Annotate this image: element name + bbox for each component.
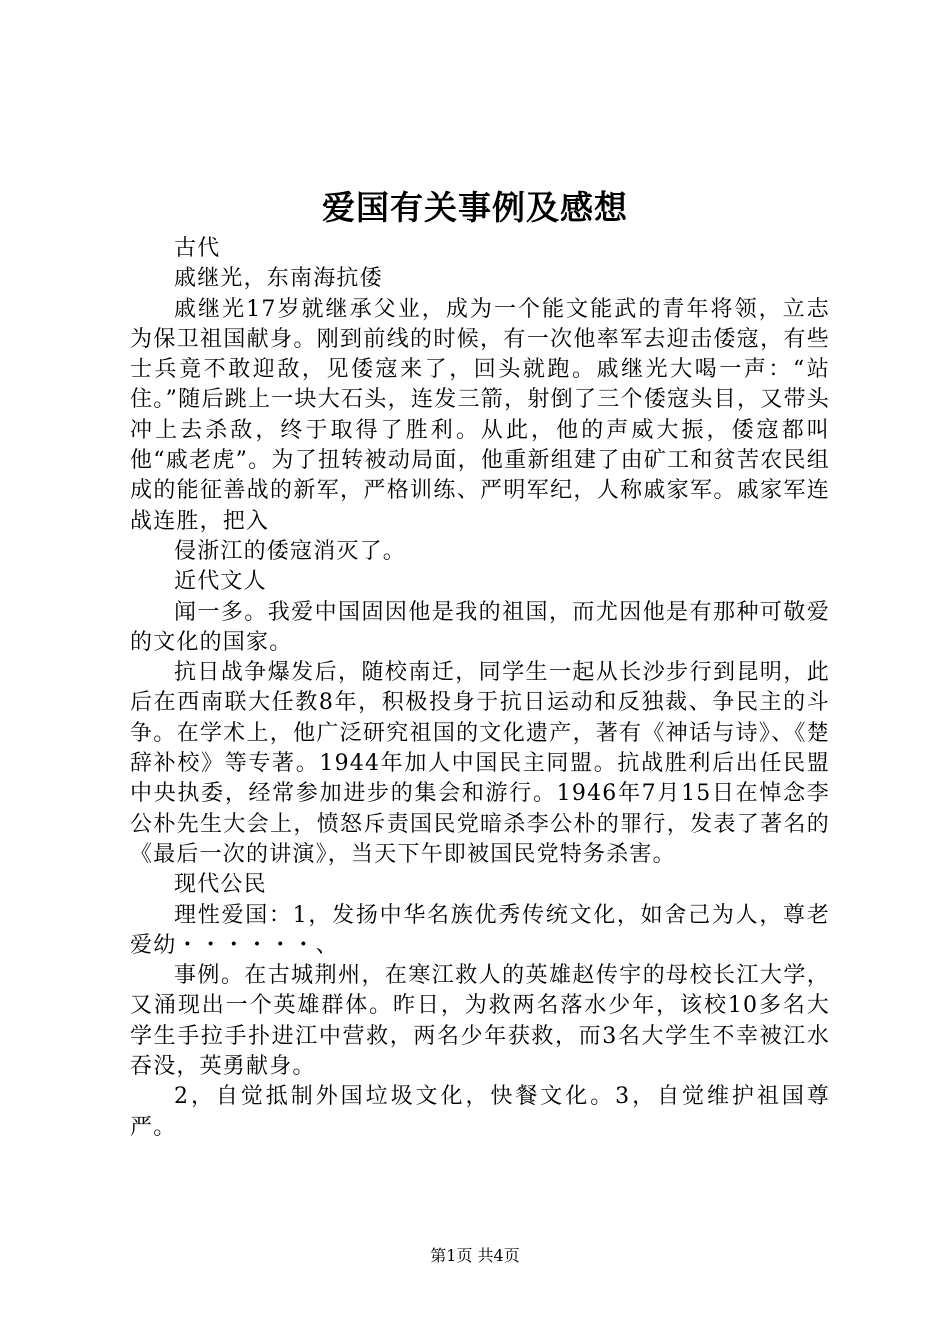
document-title: 爱国有关事例及感想 bbox=[322, 188, 628, 227]
paragraph-rational-patriotism: 理性爱国：1，发扬中华名族优秀传统文化，如舍己为人，尊老爱幼・・・・・・、 bbox=[130, 902, 830, 958]
paragraph-points: 2，自觉抵制外国垃圾文化，快餐文化。3，自觉维护祖国尊严。 bbox=[130, 1084, 830, 1140]
paragraph-wen-yiduo-story: 抗日战争爆发后，随校南迁，同学生一起从长沙步行到昆明，此后在西南联大任教8年，积极投身于抗日运动和反独裁、争民主的斗争。在学术上，他广泛研究祖国的文化遗产，著有《神话与诗》、《楚辞补校》等专著。1944年加人中国民主同盟。抗战胜利后出任民盟中央执委，经常参加进步的集会和游行。1946年7月15日在悼念李公朴先生大会上，愤怒斥责国民党暗杀李公朴的罪行，发表了著名的《最后一次的讲演》，当天下午即被国民党特务杀害。 bbox=[130, 660, 830, 867]
section-heading-ancient: 古代 bbox=[174, 236, 221, 261]
section-heading-modern-scholar: 近代文人 bbox=[174, 569, 267, 595]
document-body bbox=[130, 234, 830, 1143]
page-number: 第1页 共4页 bbox=[430, 1246, 520, 1265]
section-heading-citizen: 现代公民 bbox=[174, 872, 267, 898]
paragraph-wen-yiduo-quote: 闻一多。我爱中国固因他是我的祖国，而尤因他是有那种可敬爱的文化的国家。 bbox=[130, 599, 830, 655]
paragraph-qi-jiguang-end: 侵浙江的倭寇消灭了。 bbox=[174, 538, 407, 564]
paragraph-qi-jiguang-story: 戚继光17岁就继承父业，成为一个能文能武的青年将领，立志为保卫祖国献身。刚到前线的时候，有一次他率军去迎击倭寇，有些士兵竟不敢迎敌，见倭寇来了，回头就跑。戚继光大喝一声：“站住。”随后跳上一块大石头，连发三箭，射倒了三个倭寇头目，又带头冲上去杀敌，终于取得了胜利。从此，他的声威大振，倭寇都叫他“戚老虎”。为了扭转被动局面，他重新组建了由矿工和贫苦农民组成的能征善战的新军，严格训练、严明军纪，人称戚家军。戚家军连战连胜，把入 bbox=[130, 296, 830, 534]
paragraph-example: 事例。在古城荆州，在寒江救人的英雄赵传宇的母校长江大学，又涌现出一个英雄群体。昨日，为救两名落水少年，该校10多名大学生手拉手扑进江中营救，两名少年获救，而3名大学生不幸被江水吞没，英勇献身。 bbox=[130, 963, 830, 1080]
subheading-qi-jiguang: 戚继光，东南海抗倭 bbox=[174, 266, 383, 292]
